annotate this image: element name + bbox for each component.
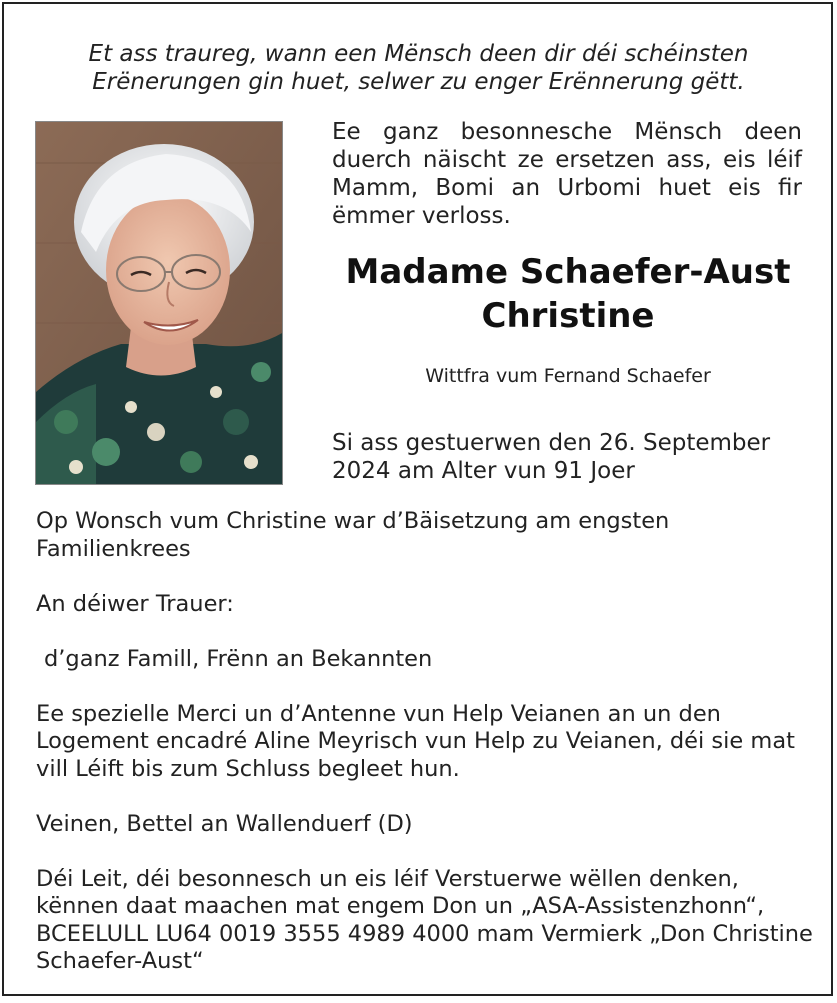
deceased-name (318, 250, 818, 338)
places-line: Veinen, Bettel an Wallenduerf (D) (36, 810, 413, 837)
donation-note: Déi Leit, déi besonnesch un eis léif Verstuerwe wëllen denken, kënnen daat maachen mat engem Don un „ASA-Assistenzhonn“, BCEELULL LU64 0019 3555 4989 4000 mam Vermierk „Don Christine Schaefer-Aust“ (36, 865, 813, 974)
death-date-text: Si ass gestuerwen den 26. September 2024 am Alter vun 91 Joer (332, 430, 771, 484)
quote-line-2: Erënerungen gin huet, selwer zu enger Erënnerung gëtt. (92, 69, 745, 95)
opening-quote (40, 40, 797, 96)
funeral-note: Op Wonsch vum Christine war d’Bäisetzung am engsten Familienkrees (36, 508, 670, 562)
portrait-photo (35, 121, 283, 485)
portrait-illustration (36, 122, 283, 485)
name-line-1: Madame Schaefer-Aust (345, 252, 791, 292)
mourning-label: An déiwer Trauer: (36, 590, 234, 617)
name-line-2: Christine (481, 296, 655, 336)
mourners-list: d’ganz Famill, Frënn an Bekannten (44, 645, 433, 672)
obituary-body (36, 508, 816, 1003)
quote-line-1: Et ass traureg, wann een Mënsch deen dir déi schéinsten (88, 41, 749, 67)
widow-of-line: Wittfra vum Fernand Schaefer (425, 365, 711, 387)
intro-text: Ee ganz besonnesche Mënsch deen duerch näischt ze ersetzen ass, eis léif Mamm, Bomi an Urbomi huet eis fir ëmmer verloss. (332, 119, 802, 229)
thanks-note: Ee spezielle Merci un d’Antenne vun Help Veianen an un den Logement encadré Aline Meyrisch vun Help zu Veianen, déi sie mat vill Léift bis zum Schluss begleet hun. (36, 700, 795, 782)
